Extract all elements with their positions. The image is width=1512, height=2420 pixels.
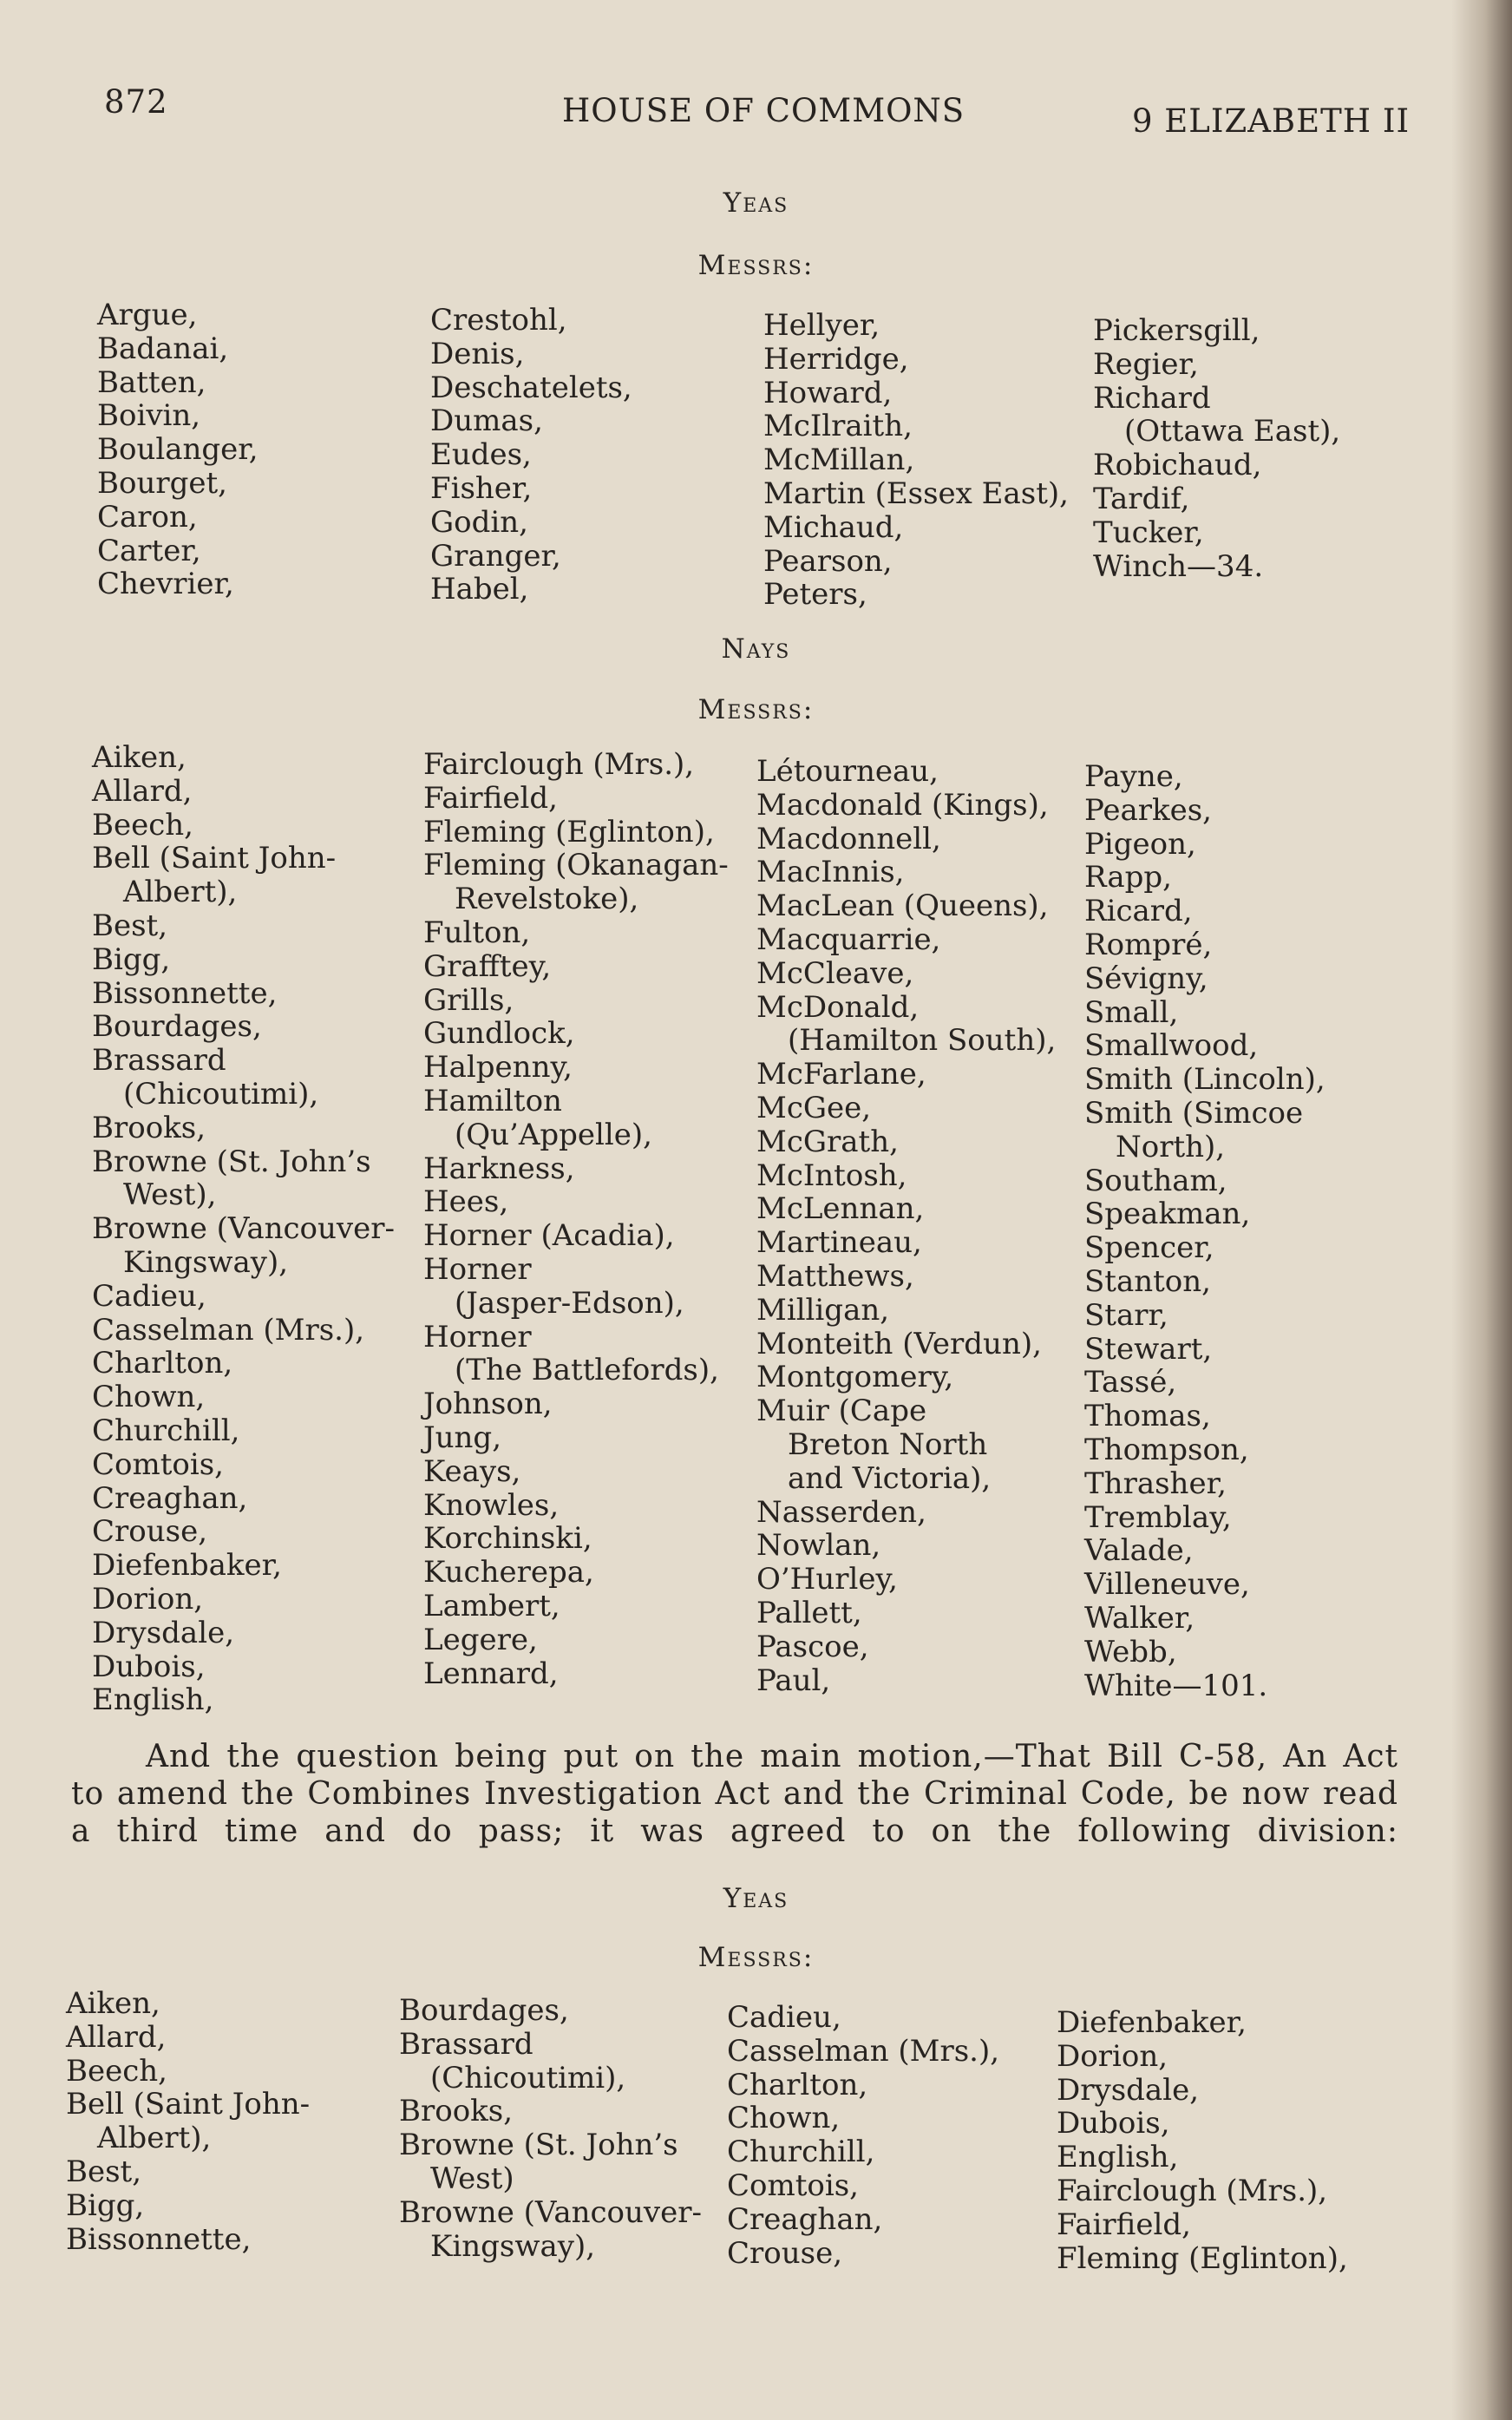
yeas-heading-2: Yeas [723, 1883, 789, 1914]
member-name: Beech, [66, 2053, 167, 2089]
member-name: Churchill, [92, 1413, 240, 1448]
member-name: Payne, [1084, 759, 1183, 794]
member-name: Aiken, [92, 740, 187, 775]
member-name: Fulton, [423, 915, 531, 950]
member-name: Batten, [97, 364, 206, 400]
member-name: White—101. [1084, 1668, 1268, 1703]
member-name: Pallett, [756, 1595, 862, 1630]
member-name: Richard [1093, 380, 1211, 416]
member-name-continuation: Albert), [97, 2121, 212, 2156]
member-name: Deschatelets, [430, 370, 632, 405]
member-name: Howard, [763, 375, 893, 410]
member-name-continuation: (Ottawa East), [1124, 414, 1341, 449]
member-name: Kucherepa, [423, 1555, 594, 1590]
member-name: Smith (Lincoln), [1084, 1062, 1325, 1098]
member-name: Godin, [430, 504, 528, 540]
member-name: Southam, [1084, 1163, 1227, 1198]
member-name: Fleming (Eglinton), [1057, 2240, 1348, 2276]
member-name: Casselman (Mrs.), [727, 2033, 1000, 2069]
member-name: Bourdages, [399, 1993, 569, 2028]
paragraph-line-3: a third time and do pass; it was agreed to on the following division: [71, 1813, 1398, 1849]
member-name: Fairfield, [1057, 2207, 1191, 2242]
member-name: Nowlan, [756, 1528, 881, 1564]
member-name-continuation: and Victoria), [788, 1460, 992, 1496]
yeas-heading-1: Yeas [723, 187, 789, 219]
paragraph-line-2: to amend the Combines Investigation Act and the Criminal Code, be now read [71, 1776, 1398, 1812]
member-name-continuation: (Chicoutimi), [430, 2060, 626, 2095]
member-name: Drysdale, [1057, 2072, 1200, 2108]
member-name-continuation: North), [1116, 1129, 1226, 1164]
member-name: McDonald, [756, 989, 920, 1025]
messrs-heading-yeas-1: Messrs: [697, 250, 815, 281]
member-name: Carter, [97, 533, 201, 568]
member-name: Regier, [1093, 346, 1199, 382]
member-name: Bissonnette, [66, 2221, 252, 2257]
member-name: Bell (Saint John- [66, 2087, 311, 2122]
member-name: Cadieu, [92, 1278, 206, 1314]
member-name: Pascoe, [756, 1629, 869, 1664]
member-name: Michaud, [763, 509, 904, 545]
member-name: Spencer, [1084, 1230, 1214, 1266]
member-name: English, [92, 1682, 214, 1718]
member-name: Small, [1084, 994, 1179, 1030]
member-name: Charlton, [92, 1346, 233, 1381]
member-name: Ricard, [1084, 894, 1193, 929]
member-name: Monteith (Verdun), [756, 1326, 1042, 1361]
member-name: Best, [66, 2154, 142, 2189]
member-name: English, [1057, 2140, 1179, 2175]
member-name: Dorion, [92, 1581, 204, 1617]
member-name: Martin (Essex East), [763, 475, 1069, 511]
member-name: Fleming (Okanagan- [423, 848, 729, 883]
member-name: Badanai, [97, 331, 229, 366]
member-name: McIlraith, [763, 409, 913, 444]
member-name: Fleming (Eglinton), [423, 814, 715, 849]
member-name: Brassard [92, 1043, 226, 1079]
member-name: Best, [92, 908, 168, 943]
member-name: McLennan, [756, 1191, 925, 1227]
page-number: 872 [104, 83, 168, 121]
member-name: Macquarrie, [756, 921, 941, 957]
paragraph-line-1: And the question being put on the main motion,—That Bill C-58, An Act [146, 1739, 1398, 1774]
member-name: Grafftey, [423, 948, 552, 984]
member-name: Creaghan, [727, 2201, 883, 2237]
member-name: Johnson, [423, 1387, 553, 1422]
member-name: Granger, [430, 538, 561, 574]
member-name: Webb, [1084, 1634, 1177, 1669]
regnal-year: 9 ELIZABETH II [1132, 102, 1411, 140]
nays-column-2 [423, 748, 729, 1690]
messrs-heading-nays: Messrs: [697, 694, 815, 725]
member-name: Keays, [423, 1453, 521, 1489]
member-name: Chown, [92, 1380, 206, 1415]
member-name: Grills, [423, 982, 514, 1018]
member-name: Bissonnette, [92, 975, 278, 1011]
member-name: Legere, [423, 1622, 538, 1657]
member-name: Diefenbaker, [92, 1548, 282, 1584]
member-name: Brassard [399, 2026, 533, 2062]
member-name: Winch—34. [1093, 548, 1264, 584]
member-name: Pearkes, [1084, 792, 1212, 828]
member-name: Casselman (Mrs.), [92, 1312, 365, 1348]
member-name: Paul, [756, 1663, 831, 1698]
member-name-continuation: Kingsway), [123, 1244, 289, 1280]
member-name: Chown, [727, 2101, 841, 2136]
member-name: Hellyer, [763, 308, 880, 343]
member-name: Halpenny, [423, 1050, 573, 1085]
member-name: Caron, [97, 499, 198, 534]
member-name: Bigg, [92, 941, 171, 977]
member-name: Horner [423, 1319, 532, 1354]
member-name: Macdonnell, [756, 821, 941, 856]
member-name: Lennard, [423, 1656, 559, 1691]
nays-column-1 [92, 741, 395, 1717]
member-name: Knowles, [423, 1487, 560, 1523]
member-name: MacLean (Queens), [756, 889, 1049, 924]
member-name: Smith (Simcoe [1084, 1095, 1304, 1131]
member-name: Muir (Cape [756, 1394, 927, 1429]
member-name: McMillan, [763, 443, 915, 478]
member-name: Speakman, [1084, 1197, 1251, 1232]
member-name: Dubois, [1057, 2106, 1170, 2141]
member-name: Rapp, [1084, 860, 1172, 895]
member-name: Herridge, [763, 341, 909, 377]
member-name: Beech, [92, 807, 193, 843]
member-name: Stewart, [1084, 1331, 1213, 1367]
member-name-continuation: (Hamilton South), [788, 1023, 1057, 1059]
member-name: Comtois, [727, 2168, 859, 2203]
member-name: Létourneau, [756, 754, 939, 789]
member-name-continuation: (Chicoutimi), [123, 1076, 319, 1112]
member-name: Boivin, [97, 398, 201, 434]
member-name: Aiken, [66, 1986, 160, 2021]
member-name: Fairclough (Mrs.), [1057, 2173, 1328, 2208]
member-name: Allard, [92, 773, 193, 809]
member-name: Dumas, [430, 403, 543, 439]
division-paragraph [71, 1738, 1398, 1850]
member-name: Pearson, [763, 543, 893, 579]
member-name: Peters, [763, 577, 867, 613]
member-name: McGee, [756, 1090, 872, 1125]
member-name: Villeneuve, [1084, 1567, 1250, 1603]
member-name-continuation: Kingsway), [430, 2228, 596, 2264]
yeas1-column-4 [1093, 314, 1340, 583]
member-name: Hamilton [423, 1083, 562, 1118]
nays-column-3 [756, 755, 1056, 1697]
yeas1-column-1 [97, 298, 259, 601]
yeas1-column-3 [763, 309, 1069, 612]
member-name: Robichaud, [1093, 448, 1262, 483]
member-name: Milligan, [756, 1292, 890, 1328]
member-name: Charlton, [727, 2067, 868, 2102]
member-name: Jung, [423, 1420, 501, 1455]
member-name-continuation: (Qu’Appelle), [455, 1117, 652, 1152]
member-name: Brooks, [92, 1110, 206, 1145]
member-name: Bell (Saint John- [92, 841, 337, 876]
member-name: Rompré, [1084, 927, 1213, 962]
member-name: Pigeon, [1084, 826, 1196, 862]
member-name: Horner (Acadia), [423, 1218, 675, 1254]
member-name: Gundlock, [423, 1016, 575, 1052]
member-name: Argue, [97, 298, 198, 332]
member-name: Browne (Vancouver- [92, 1211, 395, 1247]
member-name: Montgomery, [756, 1360, 954, 1395]
member-name: Churchill, [727, 2135, 875, 2170]
member-name-continuation: Albert), [123, 875, 238, 910]
member-name: Tucker, [1093, 515, 1204, 550]
member-name: Chevrier, [97, 567, 234, 602]
member-name: Valade, [1084, 1533, 1194, 1569]
member-name-continuation: (Jasper-Edson), [455, 1285, 684, 1321]
member-name: Dorion, [1057, 2038, 1168, 2074]
member-name-continuation: Breton North [788, 1426, 988, 1462]
member-name: Browne (St. John’s [399, 2128, 678, 2163]
yeas2-column-2 [399, 1994, 702, 2263]
member-name: McFarlane, [756, 1057, 926, 1092]
member-name-continuation: West), [123, 1177, 217, 1213]
member-name: Bourdages, [92, 1009, 262, 1045]
member-name: Crouse, [92, 1514, 208, 1550]
member-name: Martineau, [756, 1225, 922, 1261]
member-name: Lambert, [423, 1588, 560, 1623]
member-name: Fairclough (Mrs.), [423, 747, 695, 782]
nays-heading: Nays [721, 633, 791, 665]
member-name: McIntosh, [756, 1158, 907, 1193]
member-name: Stanton, [1084, 1263, 1211, 1299]
member-name-continuation: West) [430, 2161, 514, 2196]
member-name: Boulanger, [97, 432, 259, 468]
member-name: Horner [423, 1251, 532, 1287]
yeas2-column-1 [66, 1987, 310, 2256]
member-name: Tremblay, [1084, 1499, 1232, 1535]
member-name: Eudes, [430, 437, 532, 473]
member-name: Bourget, [97, 465, 227, 501]
member-name: Hees, [423, 1184, 509, 1220]
member-name: Denis, [430, 336, 525, 371]
member-name: McGrath, [756, 1124, 899, 1159]
member-name: Thrasher, [1084, 1466, 1227, 1501]
member-name: Dubois, [92, 1649, 206, 1684]
member-name: Comtois, [92, 1446, 224, 1482]
book-spine-shadow [1451, 0, 1512, 2420]
member-name: Tassé, [1084, 1365, 1177, 1400]
member-name: Browne (Vancouver- [399, 2194, 702, 2230]
member-name: Pickersgill, [1093, 313, 1260, 348]
member-name: Creaghan, [92, 1480, 248, 1516]
yeas1-column-2 [430, 304, 632, 607]
page-title: HOUSE OF COMMONS [562, 92, 965, 129]
member-name: Walker, [1084, 1600, 1195, 1636]
member-name: Korchinski, [423, 1521, 592, 1557]
nays-column-4 [1084, 760, 1325, 1702]
member-name: Browne (St. John’s [92, 1144, 371, 1179]
member-name: McCleave, [756, 955, 914, 991]
member-name: O’Hurley, [756, 1562, 898, 1597]
member-name-continuation: Revelstoke), [455, 882, 639, 917]
member-name: Cadieu, [727, 2000, 841, 2035]
member-name: Fairfield, [423, 780, 558, 816]
member-name: Starr, [1084, 1297, 1168, 1333]
member-name: Habel, [430, 572, 529, 607]
member-name: Smallwood, [1084, 1028, 1259, 1064]
member-name: Nasserden, [756, 1494, 926, 1530]
member-name: Allard, [66, 2019, 167, 2055]
member-name: Diefenbaker, [1057, 2005, 1247, 2040]
member-name: Brooks, [399, 2094, 514, 2129]
member-name: Drysdale, [92, 1615, 235, 1650]
yeas2-column-3 [727, 2001, 999, 2270]
member-name: Fisher, [430, 470, 533, 506]
member-name: Bigg, [66, 2187, 145, 2223]
yeas2-column-4 [1057, 2006, 1348, 2275]
member-name: Thompson, [1084, 1432, 1249, 1467]
member-name: Sévigny, [1084, 961, 1208, 996]
member-name: Harkness, [423, 1151, 575, 1186]
member-name: Macdonald (Kings), [756, 787, 1049, 823]
member-name: MacInnis, [756, 855, 905, 890]
messrs-heading-yeas-2: Messrs: [697, 1942, 815, 1973]
member-name: Thomas, [1084, 1399, 1211, 1434]
member-name: Crouse, [727, 2235, 843, 2271]
member-name: Crestohl, [430, 303, 567, 338]
member-name-continuation: (The Battlefords), [455, 1353, 719, 1388]
member-name: Matthews, [756, 1258, 914, 1294]
member-name: Tardif, [1093, 481, 1190, 516]
